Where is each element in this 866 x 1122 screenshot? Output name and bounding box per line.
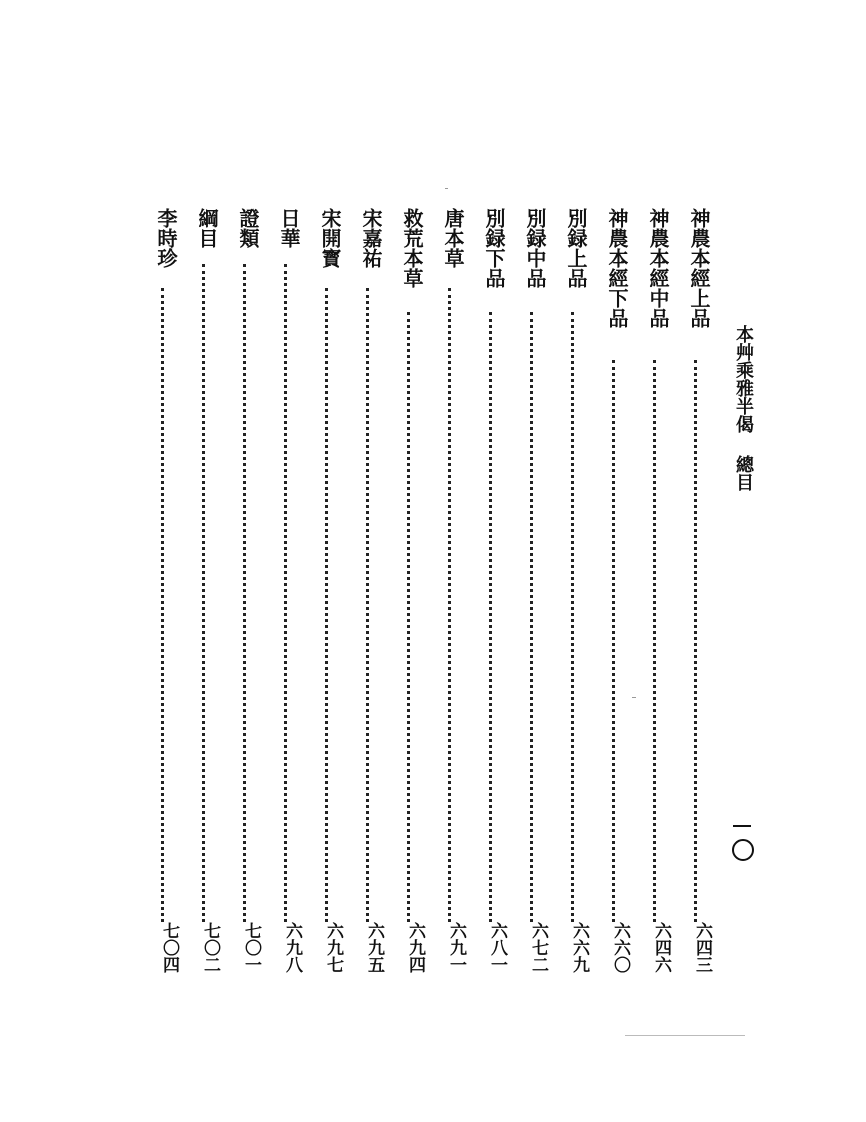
- toc-entry-page: 六四三: [692, 922, 712, 973]
- book-title: 本艸乘雅半偈: [733, 325, 754, 433]
- toc-entry: [148, 208, 178, 980]
- toc-entry-page: 六六〇: [610, 922, 630, 973]
- scan-artifact: [625, 1035, 745, 1036]
- toc-entry-page: 六八一: [487, 922, 507, 973]
- page-number-digit-one: [733, 825, 751, 827]
- toc-entry-page: 七〇一: [241, 922, 261, 973]
- dot-leader: [366, 288, 373, 922]
- toc-entry-page: 六九一: [446, 922, 466, 973]
- toc-entry: [476, 208, 506, 980]
- toc-entry-page: 六四六: [651, 922, 671, 973]
- toc-entry-page: 六九五: [364, 922, 384, 973]
- toc-entry-title: 唐本草: [441, 208, 465, 268]
- toc-entry-title: 李時珍: [154, 208, 178, 268]
- toc-entry-title: 綱目: [195, 208, 219, 248]
- toc-entry-title: 別録上品: [564, 208, 588, 288]
- toc-entry-title: 別録中品: [523, 208, 547, 288]
- toc-entry: [599, 208, 629, 980]
- toc-entry: [189, 208, 219, 980]
- toc-entry: [353, 208, 383, 980]
- dot-leader: [612, 360, 619, 922]
- toc-entry: [435, 208, 465, 980]
- toc-entry: [517, 208, 547, 980]
- dot-leader: [243, 264, 250, 922]
- toc-entry-title: 日華: [277, 208, 301, 248]
- toc-entry-page: 六九四: [405, 922, 425, 973]
- toc-entry-title: 宋嘉祐: [359, 208, 383, 268]
- toc-entry-page: 七〇四: [159, 922, 179, 973]
- toc-entry-title: 別録下品: [482, 208, 506, 288]
- toc-entry: [230, 208, 260, 980]
- dot-leader: [407, 312, 414, 922]
- toc-entry-page: 七〇二: [200, 922, 220, 973]
- dot-leader: [284, 264, 291, 922]
- dot-leader: [694, 360, 701, 922]
- toc-entry-title: 神農本經下品: [605, 208, 629, 328]
- dot-leader: [448, 288, 455, 922]
- toc-entry: [312, 208, 342, 980]
- toc-entry-title: 宋開寳: [318, 208, 342, 268]
- toc-entry-page: 六九八: [282, 922, 302, 973]
- dot-leader: [571, 312, 578, 922]
- toc-entry: [394, 208, 424, 980]
- scan-artifact: [632, 697, 636, 698]
- section-title: 總目: [733, 455, 754, 491]
- toc-entry-page: 六九七: [323, 922, 343, 973]
- toc-entry-title: 神農本經中品: [646, 208, 670, 328]
- scan-artifact: [445, 188, 448, 189]
- toc-entry-title: 證類: [236, 208, 260, 248]
- toc-entry: [640, 208, 670, 980]
- running-header: [728, 325, 754, 491]
- dot-leader: [653, 360, 660, 922]
- toc-entry: [681, 208, 711, 980]
- toc-entry-page: 六六九: [569, 922, 589, 973]
- dot-leader: [202, 264, 209, 922]
- toc-entry: [271, 208, 301, 980]
- page-number-digit-zero: [732, 839, 754, 861]
- page-number: [728, 815, 756, 861]
- toc-entry: [558, 208, 588, 980]
- toc-entry-title: 神農本經上品: [687, 208, 711, 328]
- dot-leader: [489, 312, 496, 922]
- toc-entry-title: 救荒本草: [400, 208, 424, 288]
- dot-leader: [325, 288, 332, 922]
- dot-leader: [530, 312, 537, 922]
- toc-entry-page: 六七二: [528, 922, 548, 973]
- dot-leader: [161, 288, 168, 922]
